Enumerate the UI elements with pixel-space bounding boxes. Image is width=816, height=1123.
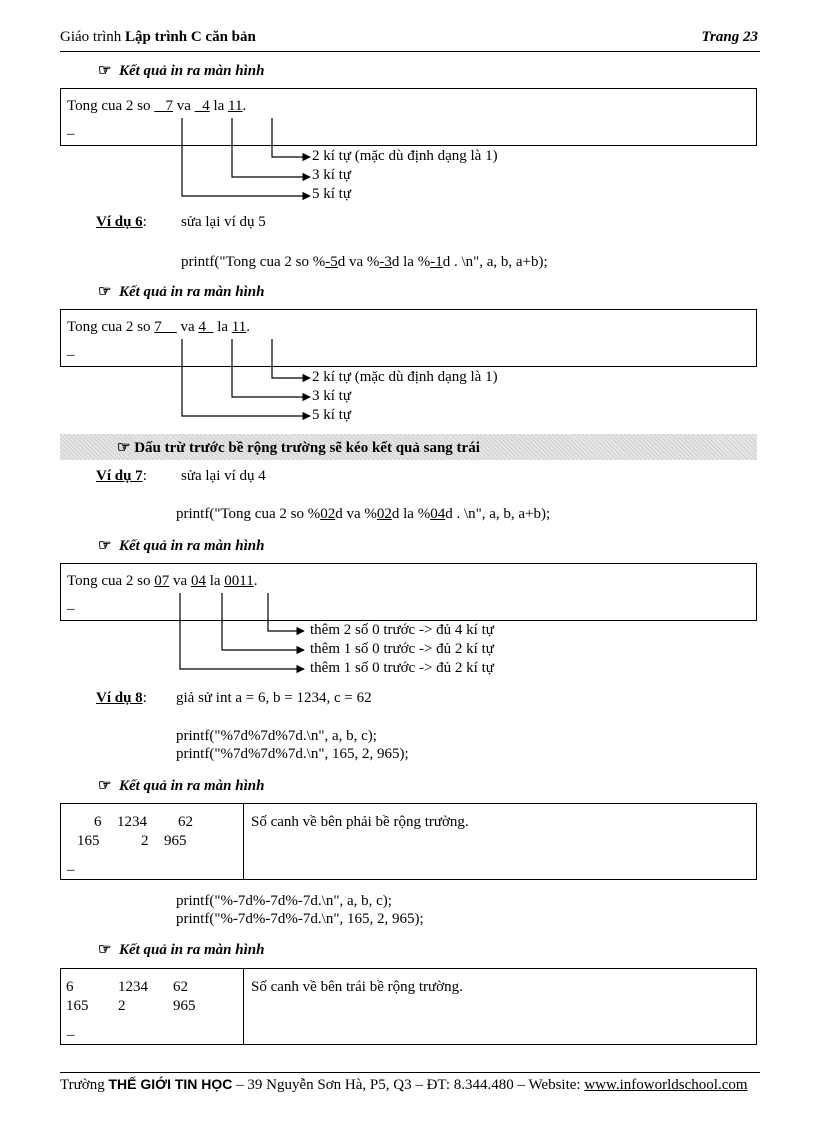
header-title: Giáo trình Lập trình C căn bản [60,29,256,45]
note-1b: 3 kí tự [312,167,351,183]
table-cell: 6 [66,979,74,995]
output-box-1 [60,88,757,146]
table-cell: 1234 [118,979,148,995]
pointing-hand-icon: ☞ [98,63,112,79]
result-heading: ☞ Kết quả in ra màn hình [98,778,265,794]
note-3c: thêm 1 số 0 trước -> đủ 2 kí tự [310,660,494,676]
website-link[interactable]: www.infoworldschool.com [584,1077,748,1093]
header-rule [60,51,760,52]
example-6-desc: sửa lại ví dụ 5 [181,214,266,230]
example-7-desc: sửa lại ví dụ 4 [181,468,266,484]
table-cell: 1234 [117,814,147,830]
output-line: Tong cua 2 so 7 va 4 la 11. [67,319,250,335]
table-note: Số canh về bên trái bề rộng trường. [251,979,463,995]
pointing-hand-icon: ☞ [117,440,131,456]
table-cell: 62 [173,979,188,995]
note-3b: thêm 1 số 0 trước -> đủ 2 kí tự [310,641,494,657]
code-line-4: printf("%-7d%-7d%-7d.\n", 165, 2, 965); [176,911,424,927]
table-cell: 965 [173,998,196,1014]
table-cell: 2 [118,998,126,1014]
example-6: Ví dụ 6: [96,214,147,230]
example-8-desc: giả sử int a = 6, b = 1234, c = 62 [176,690,372,706]
cursor: _ [67,1022,75,1038]
note-3a: thêm 2 số 0 trước -> đủ 4 kí tự [310,622,494,638]
output-box-3 [60,563,757,621]
output-box-2 [60,309,757,367]
table-cell: 2 [141,833,149,849]
result-heading: ☞ Kết quả in ra màn hình [98,284,265,300]
code-line-1: printf("%7d%7d%7d.\n", a, b, c); [176,728,377,744]
result-heading: ☞ Kết quả in ra màn hình [98,942,265,958]
note-1c: 5 kí tự [312,186,351,202]
table-cell: 965 [164,833,187,849]
pointing-hand-icon: ☞ [98,942,112,958]
note-1a: 2 kí tự (mặc dù định dạng là 1) [312,148,498,164]
table-cell: 6 [94,814,102,830]
pointing-hand-icon: ☞ [98,778,112,794]
table-divider [243,804,244,879]
table-note: Số canh về bên phải bề rộng trường. [251,814,469,830]
output-table-1 [60,803,757,880]
pointing-hand-icon: ☞ [98,538,112,554]
code-line: printf("Tong cua 2 so %02d va %02d la %04d . \n", a, b, a+b); [176,506,551,522]
cursor: _ [67,857,75,873]
cursor: _ [67,121,75,137]
table-cell: 165 [77,833,100,849]
example-8: Ví dụ 8: [96,690,147,706]
example-7: Ví dụ 7: [96,468,147,484]
code-line: printf("Tong cua 2 so %-5d va %-3d la %-1d . \n", a, b, a+b); [181,254,548,270]
note-2b: 3 kí tự [312,388,351,404]
table-divider [243,969,244,1044]
result-heading: ☞ Kết quả in ra màn hình [98,63,265,79]
page-number: Trang 23 [701,29,758,45]
page-footer: Trường THẾ GIỚI TIN HỌC – 39 Nguyễn Sơn Hà, P5, Q3 – ĐT: 8.344.480 – Website: www.infoworldschool.com [60,1076,748,1093]
pointing-hand-icon: ☞ [98,284,112,300]
cursor: _ [67,596,75,612]
output-table-2 [60,968,757,1045]
note-2a: 2 kí tự (mặc dù định dạng là 1) [312,369,498,385]
code-line-3: printf("%-7d%-7d%-7d.\n", a, b, c); [176,893,392,909]
cursor: _ [67,342,75,358]
table-cell: 62 [178,814,193,830]
output-line: Tong cua 2 so 07 va 04 la 0011. [67,573,258,589]
section-title: ☞ Dấu trừ trước bề rộng trường sẽ kéo kết quả sang trái [117,440,480,456]
result-heading: ☞ Kết quả in ra màn hình [98,538,265,554]
table-cell: 165 [66,998,89,1014]
note-2c: 5 kí tự [312,407,351,423]
footer-rule [60,1072,760,1073]
output-line: Tong cua 2 so 7 va 4 la 11. [67,98,247,114]
code-line-2: printf("%7d%7d%7d.\n", 165, 2, 965); [176,746,409,762]
